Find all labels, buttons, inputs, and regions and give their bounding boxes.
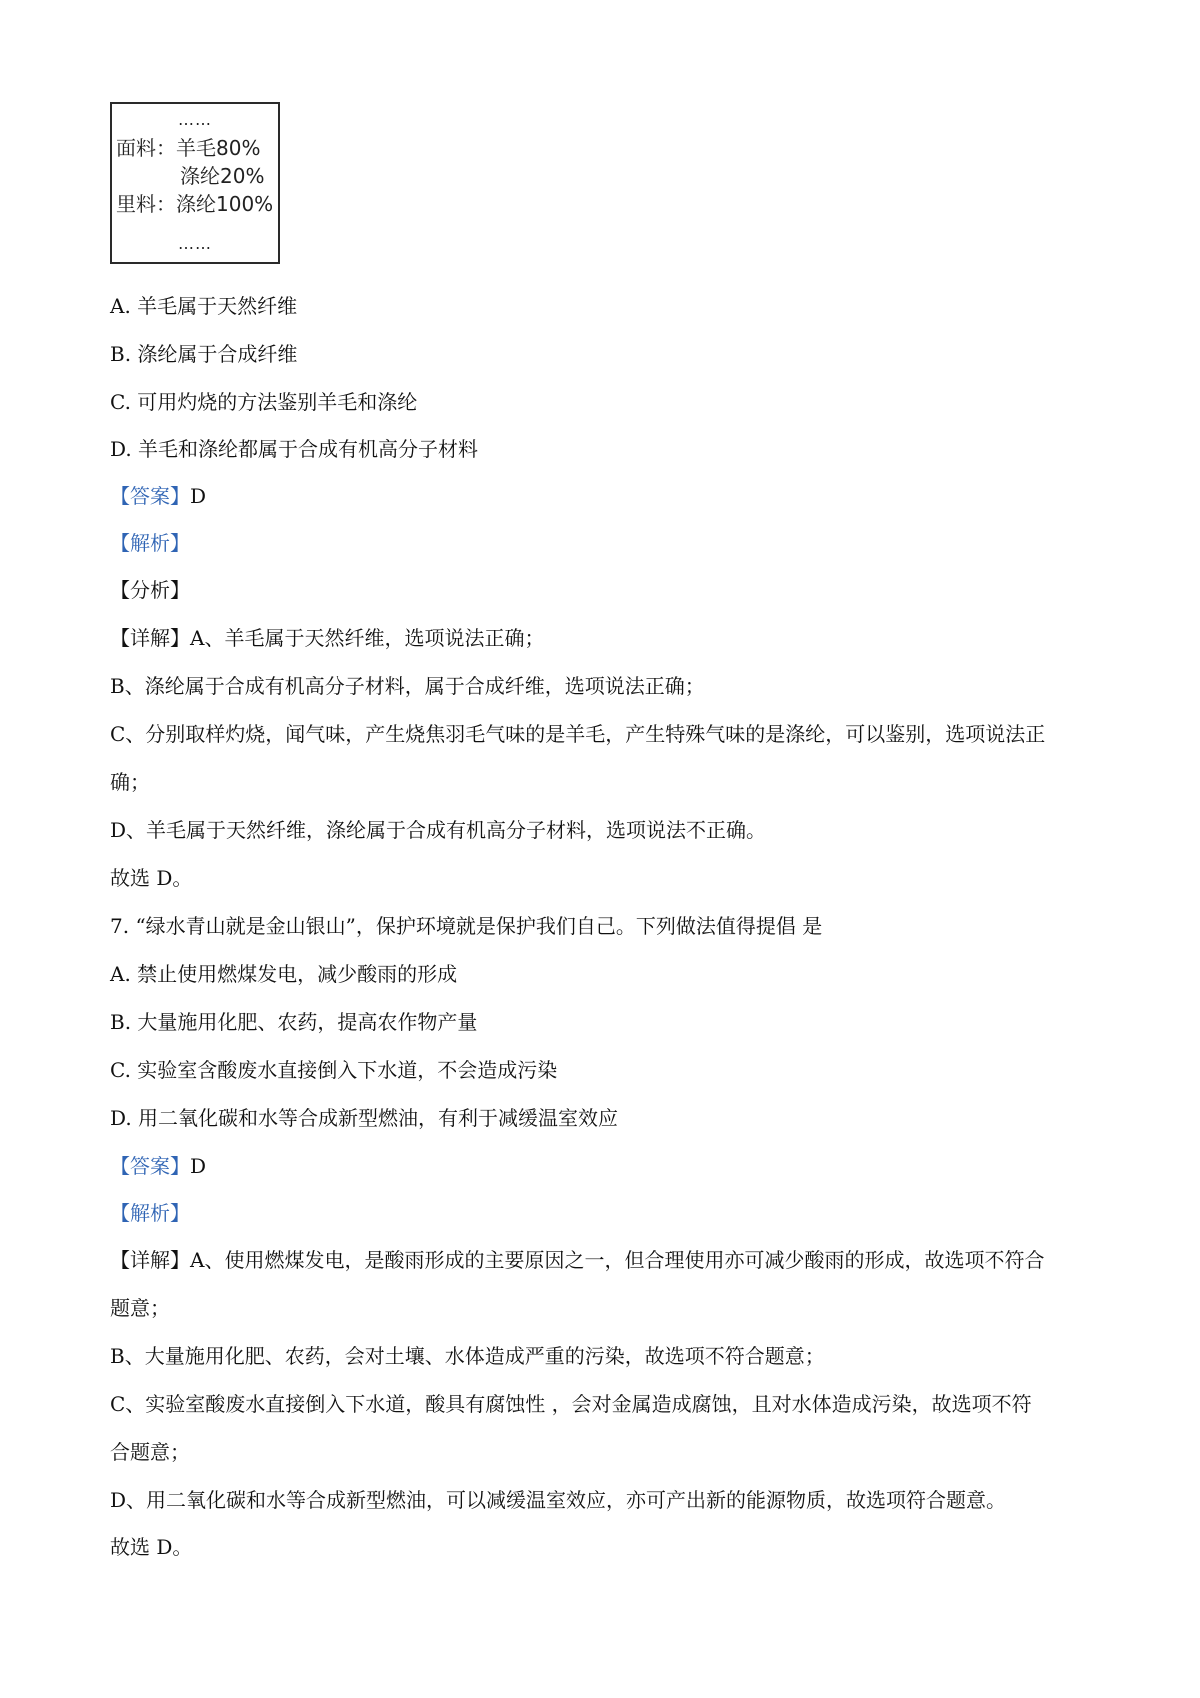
q6-analysis-label: 【解析】 — [110, 531, 190, 555]
q6-detail-b: B、涤纶属于合成有机高分子材料，属于合成纤维，选项说法正确； — [110, 674, 705, 698]
q7-stem: 7. “绿水青山就是金山银山”，保护环境就是保护我们自己。下列做法值得提倡 是 — [110, 914, 823, 938]
q7-analysis-label: 【解析】 — [110, 1201, 190, 1225]
q7-option-d: D. 用二氧化碳和水等合成新型燃油，有利于减缓温室效应 — [110, 1106, 619, 1130]
q7-option-a: A. 禁止使用燃煤发电，减少酸雨的形成 — [110, 962, 458, 986]
q6-detail-c-line1: C、分别取样灼烧，闻气味，产生烧焦羽毛气味的是羊毛，产生特殊气味的是涤纶，可以鉴别，选项说法正 — [110, 722, 1046, 746]
q6-option-a: A. 羊毛属于天然纤维 — [110, 294, 298, 318]
q7-conclusion: 故选 D。 — [110, 1535, 193, 1559]
q7-detail-c-line1: C、实验室酸废水直接倒入下水道，酸具有腐蚀性 ，会对金属造成腐蚀，且对水体造成污染，故选项不符 — [110, 1392, 1032, 1416]
q7-detail-a-line1 — [110, 1246, 1100, 1274]
q6-detail-c-line2: 确； — [110, 770, 150, 794]
q7-detail-a-line2: 题意； — [110, 1296, 170, 1320]
q6-option-d: D. 羊毛和涤纶都属于合成有机高分子材料 — [110, 437, 479, 461]
q6-detail-label: 【详解】 — [110, 626, 190, 650]
label-line-lining: 里料：涤纶100% — [116, 192, 274, 216]
q7-answer-label: 【答案】 — [110, 1154, 190, 1178]
q6-detail-d: D、羊毛属于天然纤维，涤纶属于合成有机高分子材料，选项说法不正确。 — [110, 818, 767, 842]
fabric-label-image — [110, 102, 280, 264]
q7-detail-d: D、用二氧化碳和水等合成新型燃油，可以减缓温室效应，亦可产出新的能源物质，故选项符合题意。 — [110, 1488, 1007, 1512]
q6-answer-label: 【答案】 — [110, 484, 190, 508]
label-line-outer-fabric: 面料：羊毛80% — [116, 136, 261, 160]
q7-detail-b: B、大量施用化肥、农药，会对土壤、水体造成严重的污染，故选项不符合题意； — [110, 1344, 825, 1368]
q7-detail-a-text: A、使用燃煤发电，是酸雨形成的主要原因之一，但合理使用亦可减少酸雨的形成，故选项不符合 — [190, 1248, 1045, 1272]
q6-detail-a — [110, 624, 1100, 652]
label-dots-bottom: …… — [178, 234, 212, 253]
q7-detail-label: 【详解】 — [110, 1248, 190, 1272]
q7-detail-c-line2: 合题意； — [110, 1440, 190, 1464]
q6-answer — [110, 482, 1100, 510]
label-line-polyester: 涤纶20% — [180, 164, 265, 188]
q6-answer-value: D — [190, 484, 207, 508]
q7-answer — [110, 1152, 1100, 1180]
q7-option-c: C. 实验室含酸废水直接倒入下水道，不会造成污染 — [110, 1058, 558, 1082]
q6-option-b: B. 涤纶属于合成纤维 — [110, 342, 298, 366]
q6-fenxi-label: 【分析】 — [110, 578, 190, 602]
label-dots-top: …… — [178, 110, 212, 129]
q6-detail-a-text: A、羊毛属于天然纤维，选项说法正确； — [190, 626, 545, 650]
q6-conclusion: 故选 D。 — [110, 866, 193, 890]
q7-answer-value: D — [190, 1154, 207, 1178]
q6-option-c: C. 可用灼烧的方法鉴别羊毛和涤纶 — [110, 390, 418, 414]
q7-option-b: B. 大量施用化肥、农药，提高农作物产量 — [110, 1010, 478, 1034]
